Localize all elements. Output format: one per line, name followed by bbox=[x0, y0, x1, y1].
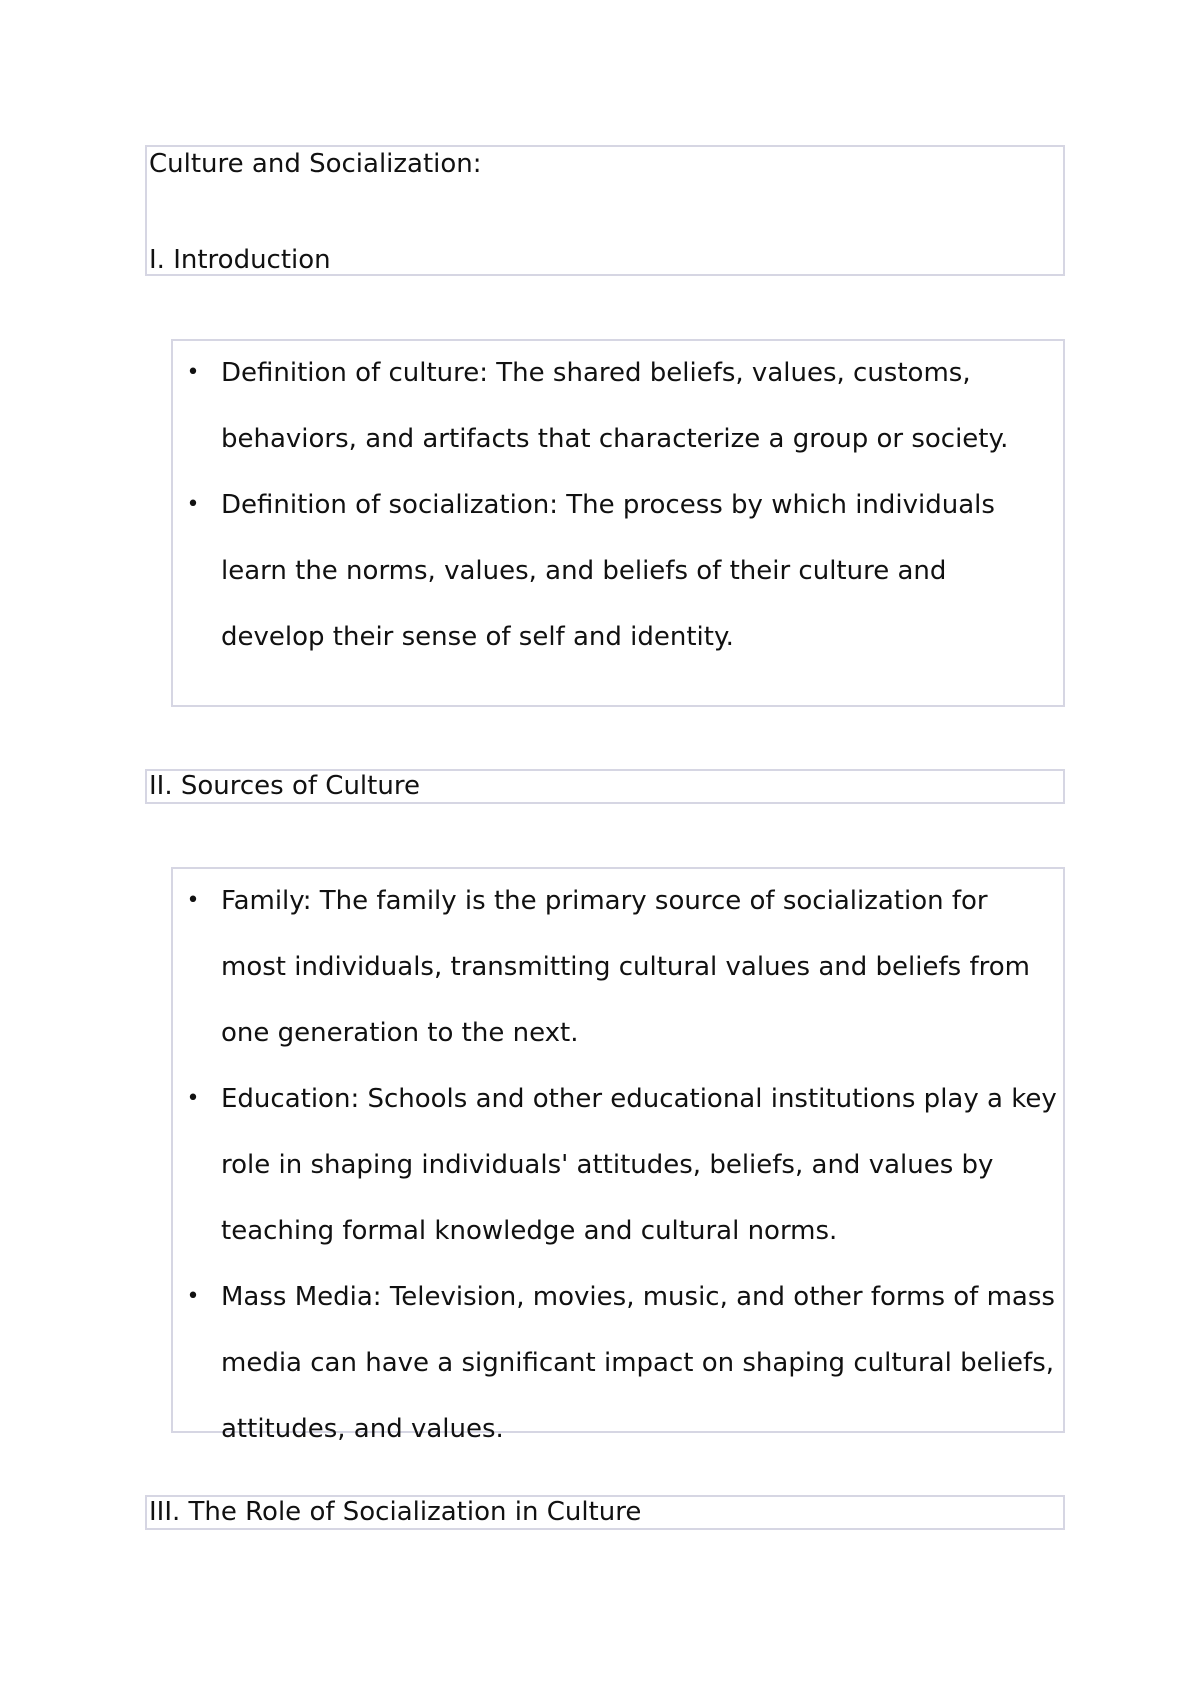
document-header-box bbox=[145, 145, 1065, 276]
introduction-list-box bbox=[171, 339, 1065, 707]
bullet-icon: • bbox=[186, 492, 200, 517]
sources-list-box bbox=[171, 867, 1065, 1444]
list-item-text: Definition of socialization: The process by which individuals learn the norms, values, and beliefs of their culture and develop their sense of self and identity. bbox=[221, 490, 995, 652]
list-item bbox=[173, 340, 1063, 472]
bullet-icon: • bbox=[186, 360, 200, 385]
list-item bbox=[173, 1264, 1063, 1462]
bullet-icon: • bbox=[186, 1284, 200, 1309]
bullet-icon: • bbox=[186, 1086, 200, 1111]
section-heading-sources-of-culture: II. Sources of Culture bbox=[145, 769, 1065, 804]
section-heading-role-of-socialization: III. The Role of Socialization in Culture bbox=[145, 1495, 1065, 1530]
list-item bbox=[173, 868, 1063, 1066]
section-heading-introduction: I. Introduction bbox=[149, 245, 331, 275]
list-item-text: Mass Media: Television, movies, music, and other forms of mass media can have a significant impact on shaping cultural beliefs, attitudes, and values. bbox=[221, 1282, 1055, 1444]
list-item bbox=[173, 1066, 1063, 1264]
list-item-text: Definition of culture: The shared beliefs, values, customs, behaviors, and artifacts that characterize a group or society. bbox=[221, 358, 1009, 454]
bullet-icon: • bbox=[186, 888, 200, 913]
sources-list bbox=[173, 868, 1063, 1462]
introduction-list bbox=[173, 340, 1063, 670]
list-item-text: Education: Schools and other educational institutions play a key role in shaping individuals' attitudes, beliefs, and values by teaching formal knowledge and cultural norms. bbox=[221, 1084, 1057, 1246]
list-item-text: Family: The family is the primary source of socialization for most individuals, transmitting cultural values and beliefs from one generation to the next. bbox=[221, 886, 1030, 1048]
list-item bbox=[173, 472, 1063, 670]
document-title: Culture and Socialization: bbox=[149, 149, 482, 179]
